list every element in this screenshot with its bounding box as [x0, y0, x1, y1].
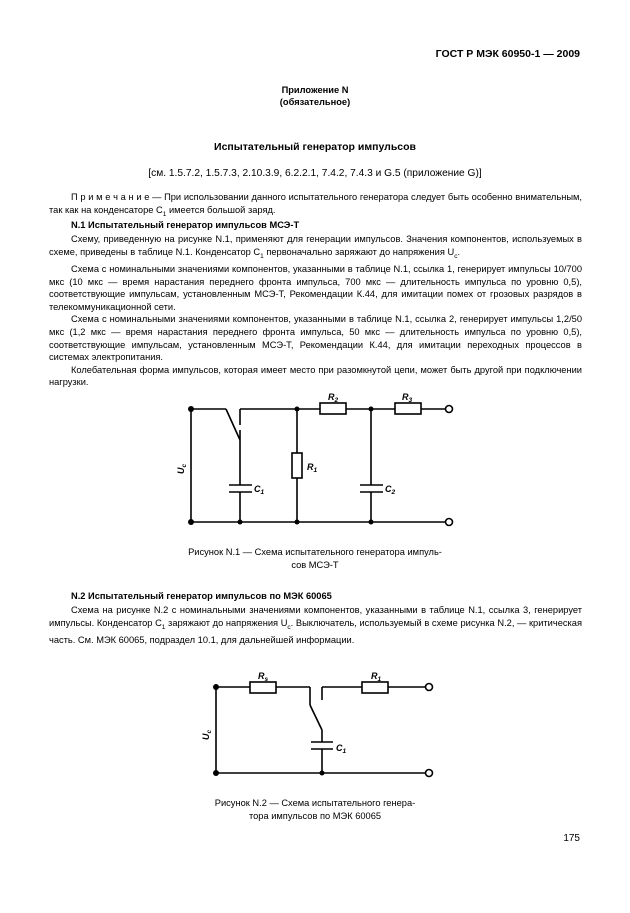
fig2-label-rs: $R_s$ [258, 671, 269, 683]
n1-p1-text-c: . [457, 246, 461, 257]
n1-p1-sub2: c [454, 252, 458, 260]
n2-body [49, 604, 582, 647]
fig1-label-r2: $R_2$ [328, 392, 339, 404]
section-title: Испытательный генератор импульсов [214, 141, 416, 153]
fig1-label-uc: $U_c$ [176, 463, 188, 474]
document-code-header: ГОСТ Р МЭК 60950-1 — 2009 [435, 48, 580, 60]
n2-paragraph-1 [49, 604, 582, 647]
n1-p1-text-a: Схему, приведенную на рисунке N.1, применяют для генерации импульсов. Значения компонентов, используемых в схеме, приведены в таблице N.1. Конденсатор C [49, 234, 582, 257]
note-tail: имеется большой заряд. [166, 204, 276, 215]
n1-p1-text-b: первоначально заряжают до напряжения U [263, 246, 455, 257]
fig1-label-r1: $R_1$ [307, 462, 318, 474]
figure-n1-caption-line1: Рисунок N.1 — Схема испытательного генератора импуль- [188, 547, 442, 557]
n1-heading: N.1 Испытательный генератор импульсов МСЭ-Т [71, 220, 300, 230]
note-sub: 1 [162, 210, 167, 218]
n1-paragraph-2: Схема с номинальными значениями компонентов, указанными в таблице N.1, ссылка 1, генерирует импульсы 10/700 мкс (10 мкс — время нарастания переднего фронта импульса, 700 мкс — длительность импульса по уровню 0,5), соответствующие импульсам, установленным МСЭ-Т, Рекомендации К.44, для имитации помех от грозовых разрядов в телекоммуникационной сети. [49, 264, 582, 312]
fig1-label-c2: $C_2$ [385, 484, 396, 496]
figure-n2-caption-line2: тора импульсов по МЭК 60065 [248, 810, 382, 821]
appendix-status: (обязательное) [279, 97, 351, 107]
n1-paragraph-4: Колебательная форма импульсов, которая имеет место при разомкнутой цепи, может быть другой при подключении нагрузки. [49, 364, 582, 388]
n2-heading: N.2 Испытательный генератор импульсов по МЭК 60065 [71, 591, 332, 601]
figure-n2-caption-line1: Рисунок N.2 — Схема испытательного генера- [214, 798, 416, 808]
note-lead: П р и м е ч а н и е — При использовании данного испытательного генератора следует быть особенно внимательным, так как на конденсаторе C [49, 192, 582, 215]
fig1-label-r3: $R_3$ [402, 392, 413, 404]
figure-n2-caption [0, 797, 630, 822]
fig1-label-c1: $C_1$ [254, 484, 265, 496]
fig2-label-uc: $U_c$ [201, 729, 213, 740]
references-line: [см. 1.5.7.2, 1.5.7.3, 2.10.3.9, 6.2.2.1, 7.4.2, 7.4.3 и G.5 (приложение G)] [148, 168, 482, 179]
fig2-label-r1: $R_1$ [371, 671, 382, 683]
n2-p1-text-b: заряжают до напряжения U [165, 617, 288, 628]
figure-n1-caption-line2: сов МСЭ-Т [291, 559, 339, 570]
n1-paragraph-3: Схема с номинальными значениями компонентов, указанными в таблице N.1, ссылка 2, генерирует импульсы 1,2/50 мкс (1,2 мкс — время нарастания переднего фронта импульса, 50 мкс — длительность импульса по уровню 0,5), соответствующие импульсам, установленным МСЭ-Т, Рекомендации К.44, для имитации переходных процессов в системах электропитания. [49, 314, 582, 363]
fig2-label-c1: $C_1$ [336, 743, 347, 755]
appendix-title: Приложение N [281, 85, 349, 95]
n2-p1-sub1: 1 [161, 623, 166, 631]
figure-n1-caption [0, 546, 630, 571]
n2-p1-sub2: c [287, 623, 291, 631]
page-number: 175 [563, 833, 580, 844]
n2-p1-text-a: Схема на рисунке N.2 с номинальными значениями компонентов, указанными в таблице N.1, ссылка 3, генерирует импульсы. Конденсатор C [49, 605, 582, 628]
n2-p1-text-c: . Выключатель, используемый в схеме рисунка N.2, — критическая часть. См. МЭК 60065, подраздел 10.1, для дальнейшей информации. [49, 617, 582, 646]
n1-p1-sub1: 1 [260, 252, 264, 260]
